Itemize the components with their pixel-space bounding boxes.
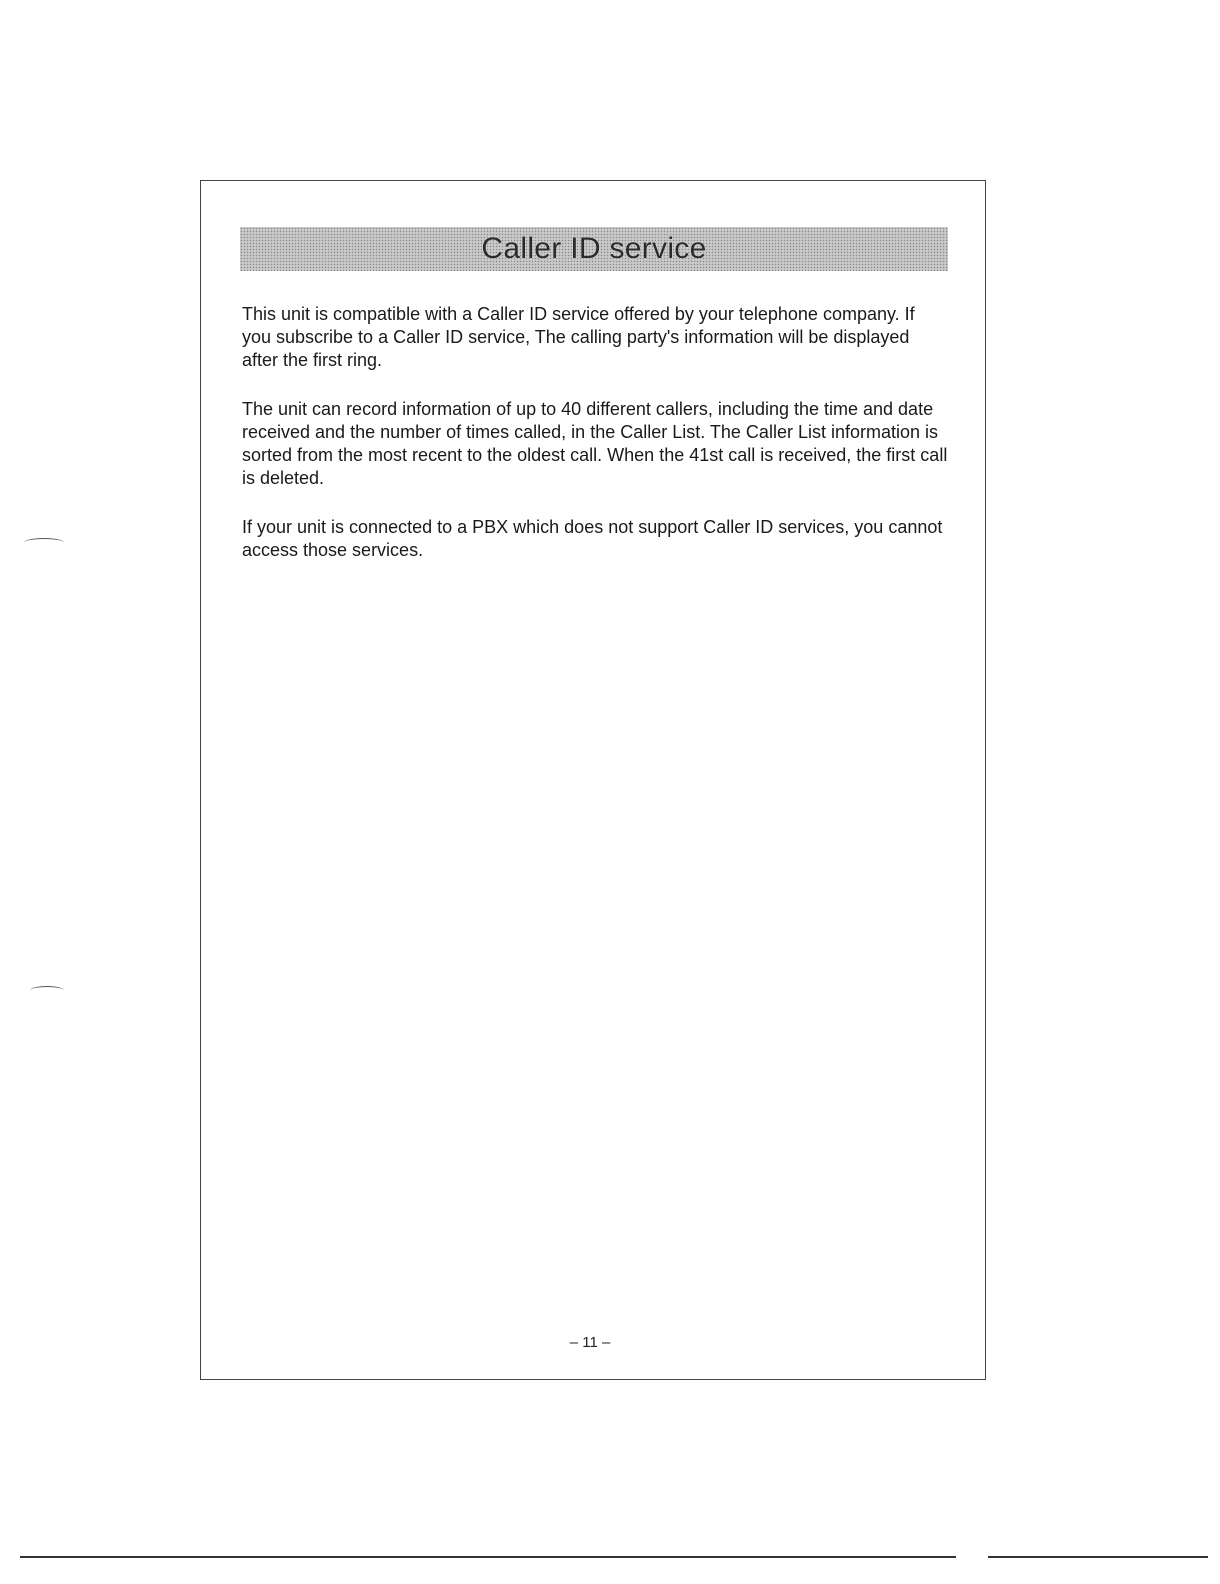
scan-mark xyxy=(24,538,64,547)
paragraph-pbx-note: If your unit is connected to a PBX which does not support Caller ID services, you cannot access those services. xyxy=(242,517,943,560)
section-title: Caller ID service xyxy=(481,232,707,265)
bottom-scan-rule xyxy=(20,1556,956,1558)
bottom-scan-rule-right xyxy=(988,1556,1208,1558)
section-title-banner xyxy=(240,227,948,271)
paragraph-caller-list: The unit can record information of up to 40 different callers, including the time and date received and the number of times called, in the Caller List. The Caller List information is sorted from the most recent to the oldest call. When the 41st call is received, the first call is deleted. xyxy=(242,399,948,488)
page-number: – 11 – xyxy=(569,1334,611,1351)
paragraph-caller-id-compatibility: This unit is compatible with a Caller ID service offered by your telephone company. If you subscribe to a Caller ID service, The calling party's information will be displayed after the first ring. xyxy=(242,304,915,370)
scan-mark xyxy=(30,986,64,995)
